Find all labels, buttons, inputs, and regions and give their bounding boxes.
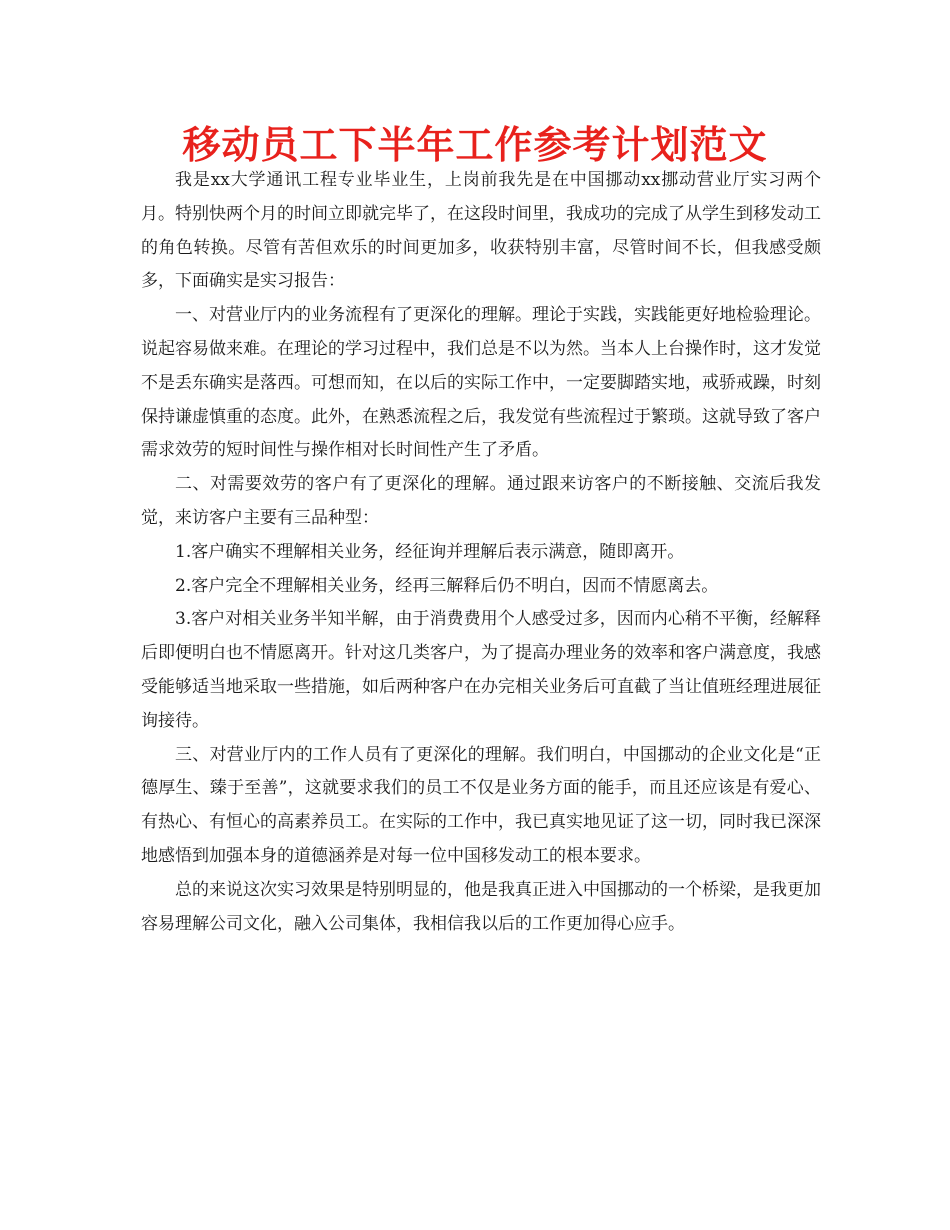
paragraph-section-3: 三、对营业厅内的工作人员有了更深化的理解。我们明白，中国挪动的企业文化是“正德厚生、臻于至善”，这就要求我们的员工不仅是业务方面的能手，而且还应该是有爱心、有热心、有恒心的高素养员工。在实际的工作中，我已真实地见证了这一切，同时我已深深地感悟到加强本身的道德涵养是对每一位中国移发动工的根本要求。	[141, 744, 821, 866]
paragraph-item-1: 1.客户确实不理解相关业务，经征询并理解后表示满意，随即离开。	[175, 541, 685, 562]
document-title: 移动员工下半年工作参考计划范文	[182, 123, 768, 167]
paragraph-item-3: 3.客户对相关业务半知半解，由于消费费用个人感受过多，因而内心稍不平衡，经解释后即便明白也不情愿离开。针对这几类客户，为了提高办理业务的效率和客户满意度，我感受能够适当地采取一些措施，如后两种客户在办完相关业务后可直截了当让值班经理进展征询接待。	[141, 609, 821, 731]
document-body	[141, 164, 821, 941]
paragraph-section-2: 二、对需要效劳的客户有了更深化的理解。通过跟来访客户的不断接触、交流后我发觉，来访客户主要有三品种型：	[141, 474, 821, 528]
paragraph-intro: 我是xx大学通讯工程专业毕业生，上岗前我先是在中国挪动xx挪动营业厅实习两个月。特别快两个月的时间立即就完毕了，在这段时间里，我成功的完成了从学生到移发动工的角色转换。尽管有苦但欢乐的时间更加多，收获特别丰富，尽管时间不长，但我感受颇多，下面确实是实习报告：	[141, 170, 821, 292]
paragraph-item-2: 2.客户完全不理解相关业务，经再三解释后仍不明白，因而不情愿离去。	[175, 575, 719, 596]
paragraph-conclusion: 总的来说这次实习效果是特别明显的，他是我真正进入中国挪动的一个桥梁，是我更加容易理解公司文化，融入公司集体，我相信我以后的工作更加得心应手。	[141, 879, 821, 934]
paragraph-section-1: 一、对营业厅内的业务流程有了更深化的理解。理论于实践，实践能更好地检验理论。说起容易做来难。在理论的学习过程中，我们总是不以为然。当本人上台操作时，这才发觉不是丢东确实是落西。可想而知，在以后的实际工作中，一定要脚踏实地，戒骄戒躁，时刻保持谦虚慎重的态度。此外，在熟悉流程之后，我发觉有些流程过于繁琐。这就导致了客户需求效劳的短时间性与操作相对长时间性产生了矛盾。	[141, 305, 821, 461]
